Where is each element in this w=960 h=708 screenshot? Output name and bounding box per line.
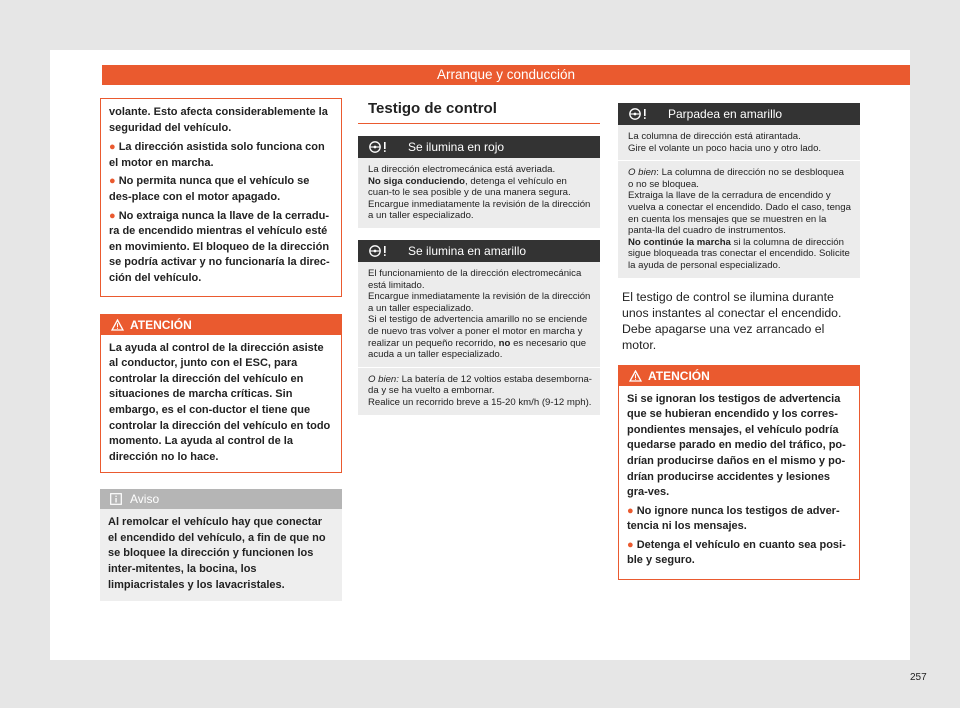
blink-light-header: Parpadea en amarillo [618, 103, 860, 125]
steering-warning-icon [368, 140, 394, 154]
warning-triangle-icon [111, 319, 124, 331]
red-light-text: La dirección electromecánica está averiada. No siga conduciendo, detenga el vehículo en cuan-to le sea posible y de una manera segura. Encargue inmediatamente la revisión de la dirección a un taller especializado. [358, 158, 600, 228]
attention-box [100, 314, 342, 474]
notice-header: Aviso [100, 489, 342, 509]
bullet-dot-icon: ● [627, 504, 637, 517]
steering-warning-icon [368, 244, 394, 258]
column-2 [358, 98, 600, 415]
attention-box [618, 365, 860, 581]
bullet-item: ● No permita nunca que el vehículo se des-place con el motor apagado. [109, 175, 310, 203]
bullet-item: ● No ignore nunca los testigos de adver-tencia ni los mensajes. [627, 504, 840, 533]
bullet-item: ● Detenga el vehículo en cuanto sea posi-ble y seguro. [627, 538, 846, 567]
info-icon [110, 493, 122, 505]
warning-continuation-box [100, 98, 342, 297]
warning-triangle-icon [629, 370, 642, 382]
bullet-dot-icon: ● [109, 175, 119, 188]
column-1 [100, 98, 342, 601]
blink-light-alt-text: O bien: La columna de dirección no se desbloquea o no se bloquea. Extraiga la llave de la cerradura de encendido y vuelva a conectar el encendido. Dado el caso, tenga en cuenta los mensajes que se muestren en la panta-lla del cuadro de instrumentos. No continúe la marcha si la columna de dirección sigue bloqueada tras conectar el encendido. Solicite la ayuda de personal especializado. [618, 160, 860, 277]
attention-body: La ayuda al control de la dirección asiste al conductor, junto con el ESC, para controlar la dirección del vehículo en situaciones de marcha críticas. Sin embargo, es el con-ductor el tiene que controlar la dirección del vehículo en todo momento. La ayuda al control de la dirección no lo hace. [109, 341, 331, 463]
yellow-light-header: Se ilumina en amarillo [358, 240, 600, 262]
manual-page [50, 50, 927, 683]
column-3 [618, 98, 860, 580]
bullet-item: ● No extraiga nunca la llave de la cerradu-ra de encendido mientras el vehículo esté en movimiento. El bloqueo de la dirección se podría activar y no funcionaría la direc-ción del vehículo. [109, 209, 330, 284]
blink-light-text: La columna de dirección está atirantada. Gire el volante un poco hacia uno y otro lado. [618, 125, 860, 160]
section-title: Testigo de control [368, 100, 497, 117]
yellow-light-alt-text: O bien: La batería de 12 voltios estaba desemborna-da y se ha vuelto a embornar. Realice un recorrido breve a 15-20 km/h (9-12 mph). [358, 367, 600, 415]
notice-body: Al remolcar el vehículo hay que conectar el encendido del vehículo, a fin de que no se bloquee la dirección y funcionen los inter-mitentes, la bocina, los limpiacristales y los lavacristales. [108, 516, 326, 591]
yellow-light-text: El funcionamiento de la dirección electromecánica está limitado. Encargue inmediatamente la revisión de la dirección a un taller especializado. Si el testigo de advertencia amarillo no se enciende de nuevo tras volver a poner el motor en marcha y realizar un pequeño recorrido, no es necesario que acuda a un taller especializado. [358, 262, 600, 367]
steering-warning-icon [628, 107, 654, 121]
body-paragraph: El testigo de control se ilumina durante unos instantes al conectar el encendido. Debe apagarse una vez arrancado el motor. [622, 289, 842, 352]
notice-box [100, 489, 342, 601]
chapter-header: Arranque y conducción [102, 65, 910, 85]
attention-body: Si se ignoran los testigos de advertencia que se hubieran encendido y los corres-pondientes mensajes, el vehículo podría quedarse parado en medio del tráfico, po-drían producirse daños en el mismo y po-drían producirse accidentes y lesiones gra-ves. ● No ignore nunca los testigos de adver-tencia ni los mensajes. ● Detenga el vehículo en cuanto sea posi-ble y seguro. [619, 386, 859, 580]
page-number: 257 [910, 672, 927, 683]
red-light-header: Se ilumina en rojo [358, 136, 600, 158]
intro-paragraph: volante. Esto afecta considerablemente la seguridad del vehículo. [109, 106, 328, 134]
bullet-dot-icon: ● [627, 538, 637, 551]
section-rule [358, 123, 600, 124]
attention-header: ATENCIÓN [101, 315, 341, 335]
attention-header: ATENCIÓN [619, 366, 859, 386]
bullet-item: ● La dirección asistida solo funciona con el motor en marcha. [109, 141, 325, 169]
bullet-dot-icon: ● [109, 209, 119, 222]
bullet-dot-icon: ● [109, 141, 119, 154]
